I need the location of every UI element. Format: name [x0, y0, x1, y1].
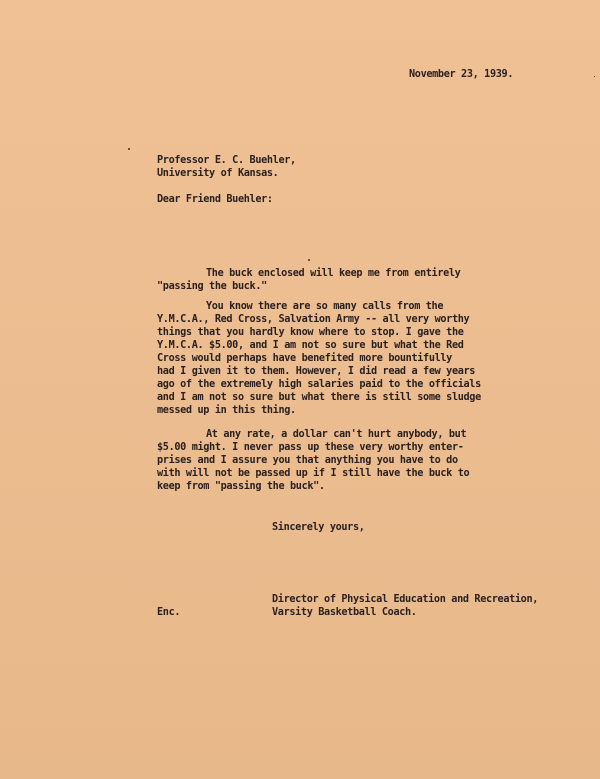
- recipient-institution: University of Kansas.: [157, 168, 279, 179]
- paragraph-3-line-3: prises and I assure you that anything you have to do: [157, 455, 458, 466]
- paper-speck: [128, 148, 130, 150]
- paragraph-2-line-2: Y.M.C.A., Red Cross, Salvation Army -- all very worthy: [157, 314, 470, 325]
- paragraph-3-line-1: At any rate, a dollar can't hurt anybody, but: [206, 429, 467, 440]
- paragraph-2-line-1: You know there are so many calls from the: [206, 301, 444, 312]
- enclosure-note: Enc.: [157, 607, 181, 618]
- letter-date: November 23, 1939.: [409, 69, 514, 80]
- paragraph-2-line-7: ago of the extremely high salaries paid to the officials: [157, 379, 481, 390]
- closing: Sincerely yours,: [272, 522, 365, 533]
- paragraph-3-line-2: $5.00 might. I never pass up these very worthy enter-: [157, 442, 464, 453]
- paragraph-2-line-3: things that you hardly know where to stop. I gave the: [157, 327, 464, 338]
- paragraph-2-line-4: Y.M.C.A. $5.00, and I am not so sure but what the Red: [157, 340, 464, 351]
- recipient-name: Professor E. C. Buehler,: [157, 155, 296, 166]
- paragraph-3-line-4: with will not be passed up if I still have the buck to: [157, 468, 470, 479]
- paragraph-2-line-9: messed up in this thing.: [157, 405, 296, 416]
- salutation: Dear Friend Buehler:: [157, 194, 273, 205]
- paragraph-2-line-5: Cross would perhaps have benefited more bountifully: [157, 353, 452, 364]
- paper-speck: [308, 259, 310, 261]
- paragraph-2-line-8: and I am not so sure but what there is still some sludge: [157, 392, 481, 403]
- paragraph-3-line-5: keep from "passing the buck".: [157, 481, 325, 492]
- paragraph-1-line-2: "passing the buck.": [157, 281, 267, 292]
- signature-title-line-2: Varsity Basketball Coach.: [272, 607, 417, 618]
- signature-title-line-1: Director of Physical Education and Recreation,: [272, 594, 539, 605]
- paragraph-1-line-1: The buck enclosed will keep me from entirely: [206, 268, 461, 279]
- paragraph-2-line-6: had I given it to them. However, I did read a few years: [157, 366, 476, 377]
- paper-speck: [594, 76, 595, 77]
